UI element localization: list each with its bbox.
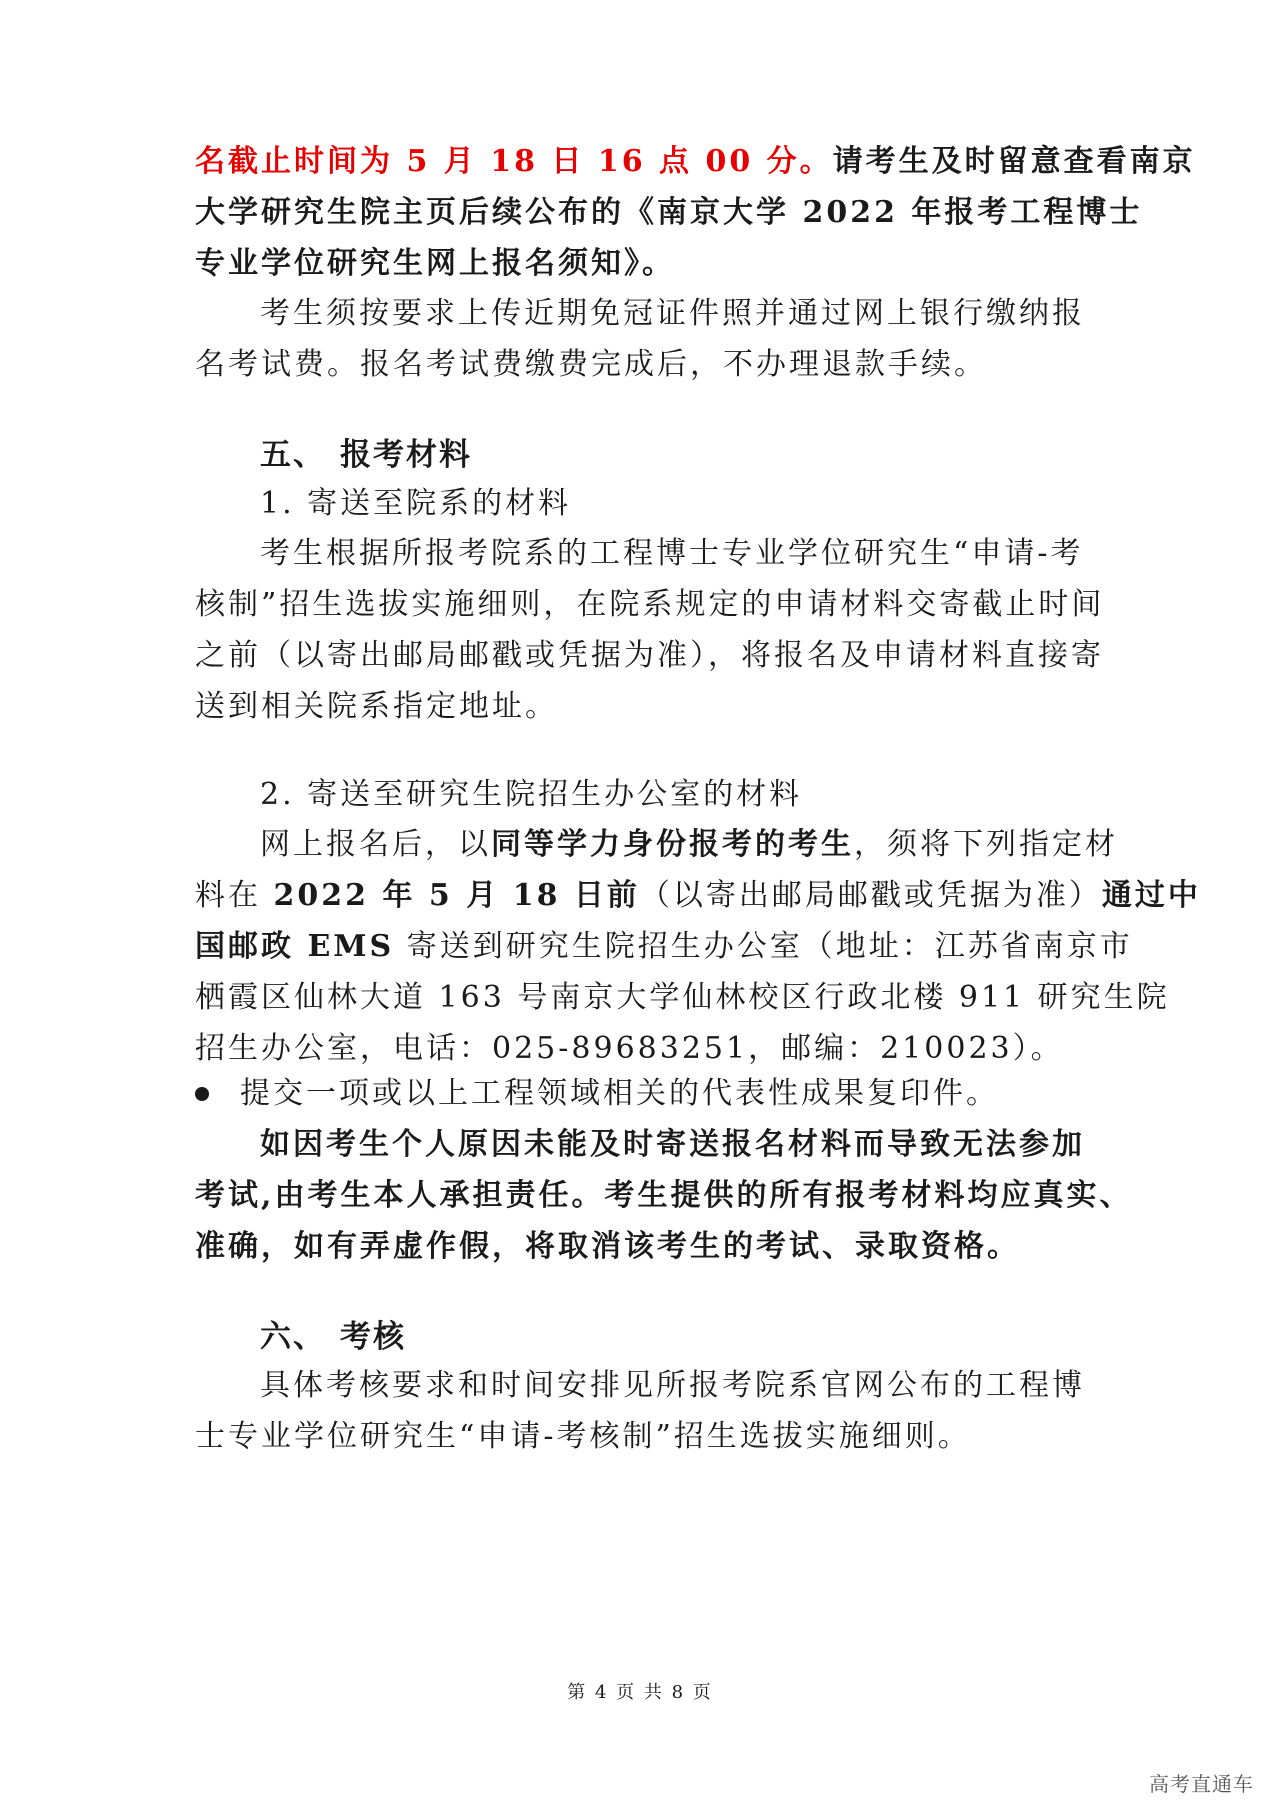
sub-1-line-2: 核制”招生选拔实施细则，在院系规定的申请材料交寄截止时间 bbox=[195, 587, 1105, 622]
sub-1-title: 1. 寄送至院系的材料 bbox=[260, 486, 572, 521]
warning-line-1: 如因考生个人原因未能及时寄送报名材料而导致无法参加 bbox=[260, 1127, 1085, 1162]
intro-line-1 bbox=[195, 142, 1196, 182]
warning-line-3: 准确，如有弄虚作假，将取消该考生的考试、录取资格。 bbox=[195, 1229, 1020, 1264]
deadline-emphasis: 名截止时间为 5 月 18 日 16 点 00 分。 bbox=[195, 144, 833, 179]
sub-2-line-3-b: 寄送到研究生院招生办公室（地址：江苏省南京市 bbox=[394, 929, 1133, 964]
sub-2-line-1-a: 网上报名后，以 bbox=[260, 827, 491, 862]
sub-2-line-2-c: （以寄出邮局邮戳或凭据为准） bbox=[639, 878, 1102, 913]
section-6-title: 考核 bbox=[340, 1319, 406, 1355]
sub-2-line-5: 招生办公室，电话：025-89683251，邮编：210023）。 bbox=[195, 1031, 1064, 1066]
site-watermark: 高考直通车 bbox=[1149, 1772, 1254, 1796]
section-6-heading bbox=[260, 1317, 1160, 1357]
mailing-deadline-emphasis: 2022 年 5 月 18 日前 bbox=[273, 878, 640, 913]
page-footer: 第 4 页 共 8 页 bbox=[567, 1682, 713, 1703]
payment-line-2: 名考试费。报名考试费缴费完成后，不办理退款手续。 bbox=[195, 347, 987, 382]
equivalent-applicant-emphasis: 同等学力身份报考的考生 bbox=[491, 827, 854, 862]
bullet-item: 提交一项或以上工程领域相关的代表性成果复印件。 bbox=[240, 1076, 999, 1111]
section-5-number: 五、 bbox=[260, 437, 326, 473]
sub-2-line-1 bbox=[260, 825, 1118, 865]
sub-1-line-4: 送到相关院系指定地址。 bbox=[195, 689, 558, 724]
payment-line-1: 考生须按要求上传近期免冠证件照并通过网上银行缴纳报 bbox=[260, 296, 1085, 331]
intro-line-2: 大学研究生院主页后续公布的《南京大学 2022 年报考工程博士 bbox=[195, 195, 1143, 230]
sub-1-line-3: 之前（以寄出邮局邮戳或凭据为准），将报名及申请材料直接寄 bbox=[195, 638, 1104, 673]
section-6-line-2: 士专业学位研究生“申请-考核制”招生选拔实施细则。 bbox=[195, 1419, 971, 1454]
sub-2-line-1-c: ，须将下列指定材 bbox=[854, 827, 1118, 862]
ems-emphasis: 国邮政 EMS bbox=[195, 929, 395, 964]
bullet-icon bbox=[195, 1087, 209, 1101]
section-5-heading bbox=[260, 435, 1160, 475]
intro-notice-bold: 请考生及时留意查看南京 bbox=[832, 144, 1196, 179]
sub-2-line-4: 栖霞区仙林大道 163 号南京大学仙林校区行政北楼 911 研究生院 bbox=[195, 980, 1170, 1015]
sub-2-line-2-d: 通过中 bbox=[1101, 878, 1201, 913]
section-6-line-1: 具体考核要求和时间安排见所报考院系官网公布的工程博 bbox=[260, 1368, 1085, 1403]
sub-2-line-2 bbox=[195, 876, 1201, 916]
sub-2-title: 2. 寄送至研究生院招生办公室的材料 bbox=[260, 777, 803, 812]
section-5-title: 报考材料 bbox=[340, 437, 472, 473]
sub-1-line-1: 考生根据所报考院系的工程博士专业学位研究生“申请-考 bbox=[260, 536, 1084, 571]
intro-line-3: 专业学位研究生网上报名须知》。 bbox=[195, 246, 675, 281]
warning-line-2: 考试,由考生本人承担责任。考生提供的所有报考材料均应真实、 bbox=[195, 1178, 1133, 1213]
section-6-number: 六、 bbox=[260, 1319, 326, 1355]
sub-2-line-3 bbox=[195, 927, 1133, 967]
sub-2-line-2-a: 料在 bbox=[195, 878, 274, 913]
